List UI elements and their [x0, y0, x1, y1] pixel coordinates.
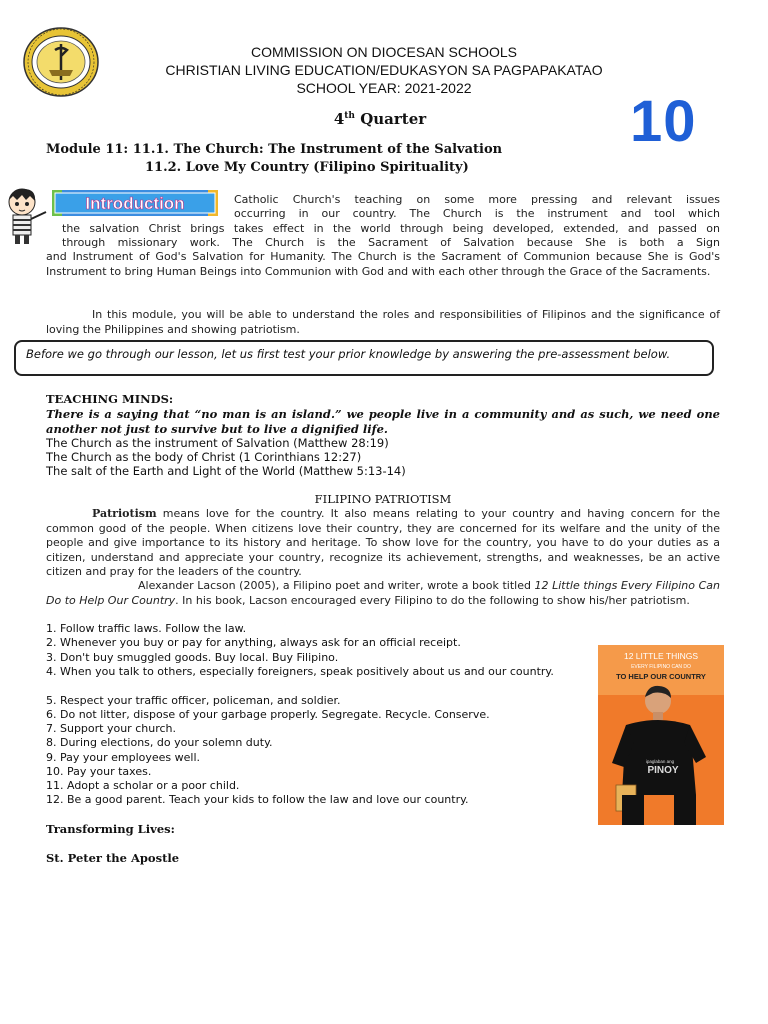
- book-cover-image: [598, 645, 724, 825]
- list-item: 12. Be a good parent. Teach your kids to follow the law and love our country.: [46, 793, 469, 806]
- list-item: 8. During elections, do your solemn duty.: [46, 736, 273, 749]
- introduction-badge: [52, 190, 218, 216]
- list-item: 3. Don't buy smuggled goods. Buy local. Buy Filipino.: [46, 651, 339, 664]
- saint-heading: St. Peter the Apostle: [46, 851, 180, 865]
- list-item: 4. When you talk to others, especially foreigners, speak positively about us and our country.: [46, 665, 554, 678]
- intro-rest: and Instrument of God's Salvation for Humanity. The Church is the Sacrament of Communion because She is God's Instrument to bring Human Beings into Communion with God and with each other through the Grace of the Sacraments.: [46, 250, 720, 278]
- list-item: 6. Do not litter, dispose of your garbage properly. Segregate. Recycle. Conserve.: [46, 708, 490, 721]
- teaching-minds-heading: TEACHING MINDS:: [46, 392, 174, 406]
- book-shirt-small: ipaglaban ang: [645, 759, 675, 764]
- teaching-minds-quote: There is a saying that “no man is an island.” we people live in a community and as such, we need one another not just to survive but to live a dignified life.: [46, 407, 720, 436]
- list-item: 10. Pay your taxes.: [46, 765, 152, 778]
- salt-light-ref: The salt of the Earth and Light of the World (Matthew 5:13-14): [46, 464, 406, 478]
- book-title-line3: TO HELP OUR COUNTRY: [616, 672, 706, 681]
- header-subject: CHRISTIAN LIVING EDUCATION/EDUKASYON SA PAGPAPAKATAO: [165, 62, 603, 78]
- module-title-line1: Module 11: 11.1. The Church: The Instrument of the Salvation: [46, 142, 503, 157]
- church-salvation-ref: The Church as the instrument of Salvation (Matthew 28:19): [46, 436, 389, 450]
- church-body-ref: The Church as the body of Christ (1 Corinthians 12:27): [46, 450, 362, 464]
- list-item: 11. Adopt a scholar or a poor child.: [46, 779, 240, 792]
- list-item: 9. Pay your employees well.: [46, 751, 201, 764]
- patriotism-heading: FILIPINO PATRIOTISM: [314, 492, 452, 506]
- lacson-paragraph: Alexander Lacson (2005), a Filipino poet and writer, wrote a book titled 12 Little things Every Filipino Can Do to Help Our Country. In his book, Lacson encouraged every Filipino to do the following to show his/her patriotism.: [46, 579, 720, 607]
- list-item: 1. Follow traffic laws. Follow the law.: [46, 622, 247, 635]
- list-item: 5. Respect your traffic officer, policeman, and soldier.: [46, 694, 341, 707]
- pre-assessment-text: Before we go through our lesson, let us first test your prior knowledge by answering the pre-assessment below.: [26, 347, 671, 361]
- intro-line1: Catholic Church's teaching on some more pressing and relevant issues: [234, 193, 720, 206]
- transforming-lives-heading: Transforming Lives:: [46, 822, 175, 836]
- quarter-title: 4th Quarter: [333, 110, 427, 128]
- list-item: 2. Whenever you buy or pay for anything, always ask for an official receipt.: [46, 636, 461, 649]
- module-title-line2: 11.2. Love My Country (Filipino Spirituality): [145, 160, 469, 175]
- intro-line2: occurring in our country. The Church is the instrument and tool which: [234, 207, 720, 220]
- intro-line3: the salvation Christ brings takes effect in the world through being developed, extended, and passed on: [62, 222, 720, 235]
- diocesan-schools-seal: [22, 26, 100, 98]
- patriotism-definition: Patriotism means love for the country. It also means relating to your country and having concern for the common good of the people. When citizens love their country, they are concerned for its welfare and the unity of the people and give importance to its history and heritage. To show love for the country, you have to do your duties as a citizen, understand and appreciate your country, recognize its achievement, strengths, and weaknesses, be an active citizen and pray for the leaders of the country.: [46, 507, 720, 578]
- introduction-badge-label: Introduction: [85, 194, 185, 213]
- book-title-line2: EVERY FILIPINO CAN DO: [631, 664, 691, 670]
- pre-assessment-box: [14, 340, 714, 376]
- header-commission: COMMISSION ON DIOCESAN SCHOOLS: [250, 44, 518, 60]
- book-title-line1: 12 LITTLE THINGS: [623, 651, 699, 661]
- intro-line4: through missionary work. The Church is the Sacrament of Salvation because She is both a Sign: [62, 236, 720, 249]
- header-school-year: SCHOOL YEAR: 2021-2022: [296, 80, 472, 96]
- book-shirt-text: PINOY: [647, 765, 679, 776]
- list-item: 7. Support your church.: [46, 722, 176, 735]
- student-cartoon-icon: [0, 186, 50, 246]
- grade-number: 10: [630, 89, 697, 154]
- intro-module-purpose: In this module, you will be able to understand the roles and responsibilities of Filipinos and the significance of loving the Philippines and showing patriotism.: [46, 308, 720, 336]
